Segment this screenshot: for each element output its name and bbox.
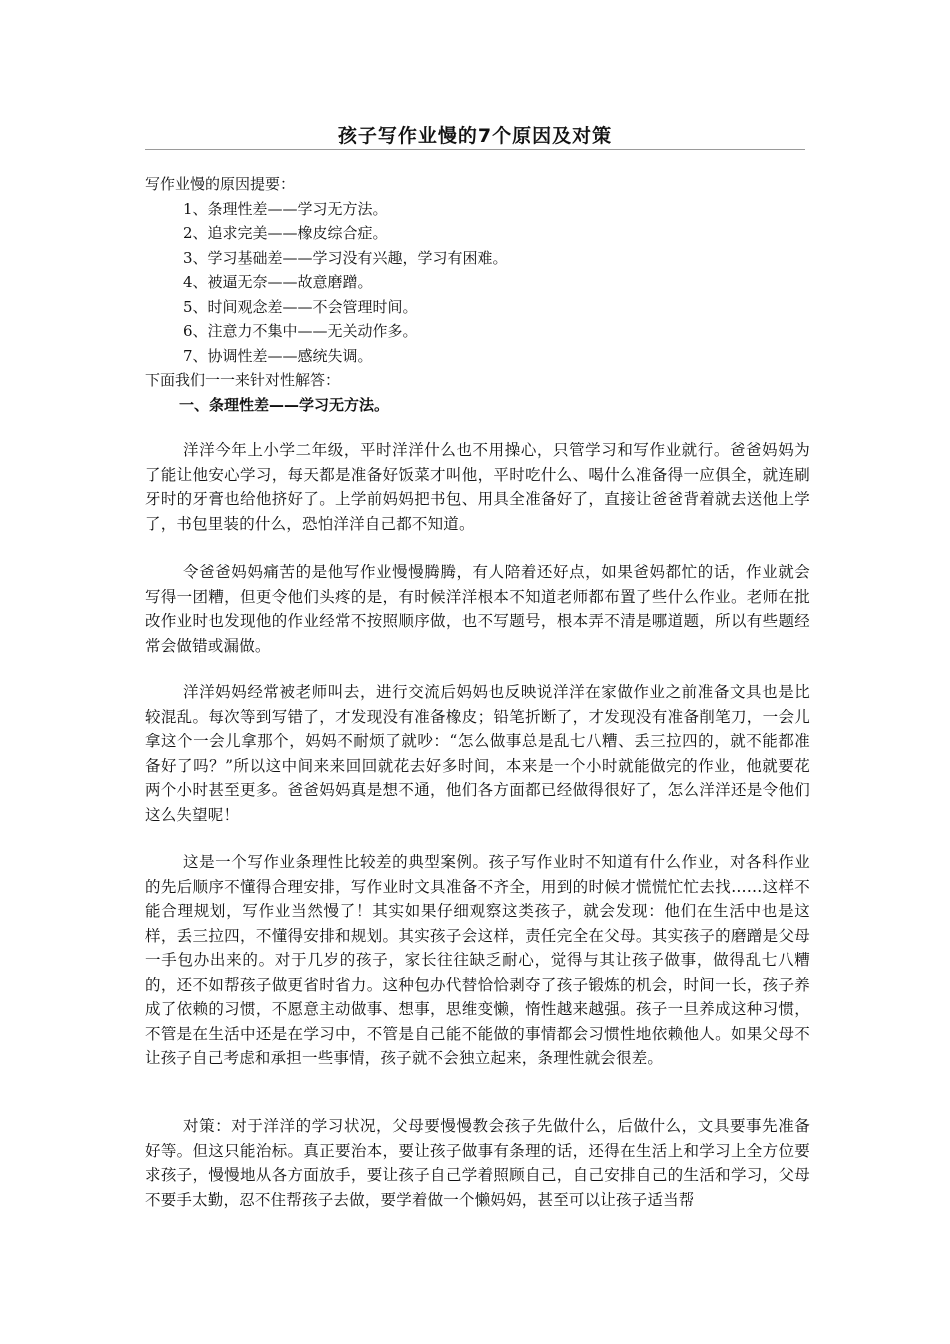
document-title: 孩子写作业慢的7个原因及对策 xyxy=(337,125,613,147)
reasons-summary xyxy=(145,172,810,417)
section-heading: 一、条理性差——学习无方法。 xyxy=(179,395,390,414)
title-underline xyxy=(145,149,805,150)
reason-item: 4、被逼无奈——故意磨蹭。 xyxy=(183,273,373,291)
body-paragraph: 对策：对于洋洋的学习状况，父母要慢慢教会孩子先做什么，后做什么，文具要事先准备好等。但这只能治标。真正要治本，要让孩子做事有条理的话，还得在生活上和学习上全方位要求孩子，慢慢地从各方面放手，要让孩子自己学着照顾自己，自己安排自己的生活和学习，父母不要手太勤，忍不住帮孩子去做，要学着做一个懒妈妈，甚至可以让孩子适当帮 xyxy=(145,1117,810,1209)
summary-intro: 写作业慢的原因提要： xyxy=(145,175,296,193)
reason-item: 5、时间观念差——不会管理时间。 xyxy=(183,297,418,316)
body-paragraph: 这是一个写作业条理性比较差的典型案例。孩子写作业时不知道有什么作业，对各科作业的先后顺序不懂得合理安排，写作业时文具准备不齐全，用到的时候才慌慌忙忙去找……这样不能合理规划，写作业当然慢了！其实如果仔细观察这类孩子，就会发现：他们在生活中也是这样，丢三拉四，不懂得安排和规划。其实孩子会这样，责任完全在父母。其实孩子的磨蹭是父母一手包办出来的。对于几岁的孩子，家长往往缺乏耐心，觉得与其让孩子做事，做得乱七八糟的，还不如帮孩子做更省时省力。这种包办代替恰恰剥夺了孩子锻炼的机会，时间一长，孩子养成了依赖的习惯，不愿意主动做事、想事，思维变懒，惰性越来越强。孩子一旦养成这种习惯，不管是在生活中还是在学习中，不管是自己能不能做的事情都会习惯性地依赖他人。如果父母不让孩子自己考虑和承担一些事情，孩子就不会独立起来，条理性就会很差。 xyxy=(145,853,810,1067)
reason-item: 7、协调性差——感统失调。 xyxy=(183,346,373,365)
body-paragraph: 令爸爸妈妈痛苦的是他写作业慢慢腾腾，有人陪着还好点，如果爸妈都忙的话，作业就会写得一团糟，但更令他们头疼的是，有时候洋洋根本不知道老师都布置了些什么作业。老师在批改作业时也发现他的作业经常不按照顺序做，也不写题号，根本弄不清是哪道题，所以有些题经常会做错或漏做。 xyxy=(145,563,810,655)
reason-item: 6、注意力不集中——无关动作多。 xyxy=(183,322,418,340)
reason-item: 2、追求完美——橡皮综合症。 xyxy=(183,224,388,242)
reason-item: 3、学习基础差——学习没有兴趣，学习有困难。 xyxy=(183,248,508,267)
body-paragraph: 洋洋妈妈经常被老师叫去，进行交流后妈妈也反映说洋洋在家做作业之前准备文具也是比较混乱。每次等到写错了，才发现没有准备橡皮；铅笔折断了，才发现没有准备削笔刀，一会儿拿这个一会儿拿那个，妈妈不耐烦了就吵：“怎么做事总是乱七八糟、丢三拉四的，就不能都准备好了吗？”所以这中间来来回回就花去好多时间，本来是一个小时就能做完的作业，他就要花两个小时甚至更多。爸爸妈妈真是想不通，他们各方面都已经做得很好了，怎么洋洋还是令他们这么失望呢！ xyxy=(145,683,810,824)
reason-item: 1、条理性差——学习无方法。 xyxy=(183,199,388,218)
answer-intro: 下面我们一一来针对性解答： xyxy=(145,371,341,389)
body-paragraph: 洋洋今年上小学二年级，平时洋洋什么也不用操心，只管学习和写作业就行。爸爸妈妈为了能让他安心学习，每天都是准备好饭菜才叫他，平时吃什么、喝什么准备得一应俱全，就连刷牙时的牙膏也给他挤好了。上学前妈妈把书包、用具全准备好了，直接让爸爸背着就去送他上学了，书包里装的什么，恐怕洋洋自己都不知道。 xyxy=(145,441,810,533)
